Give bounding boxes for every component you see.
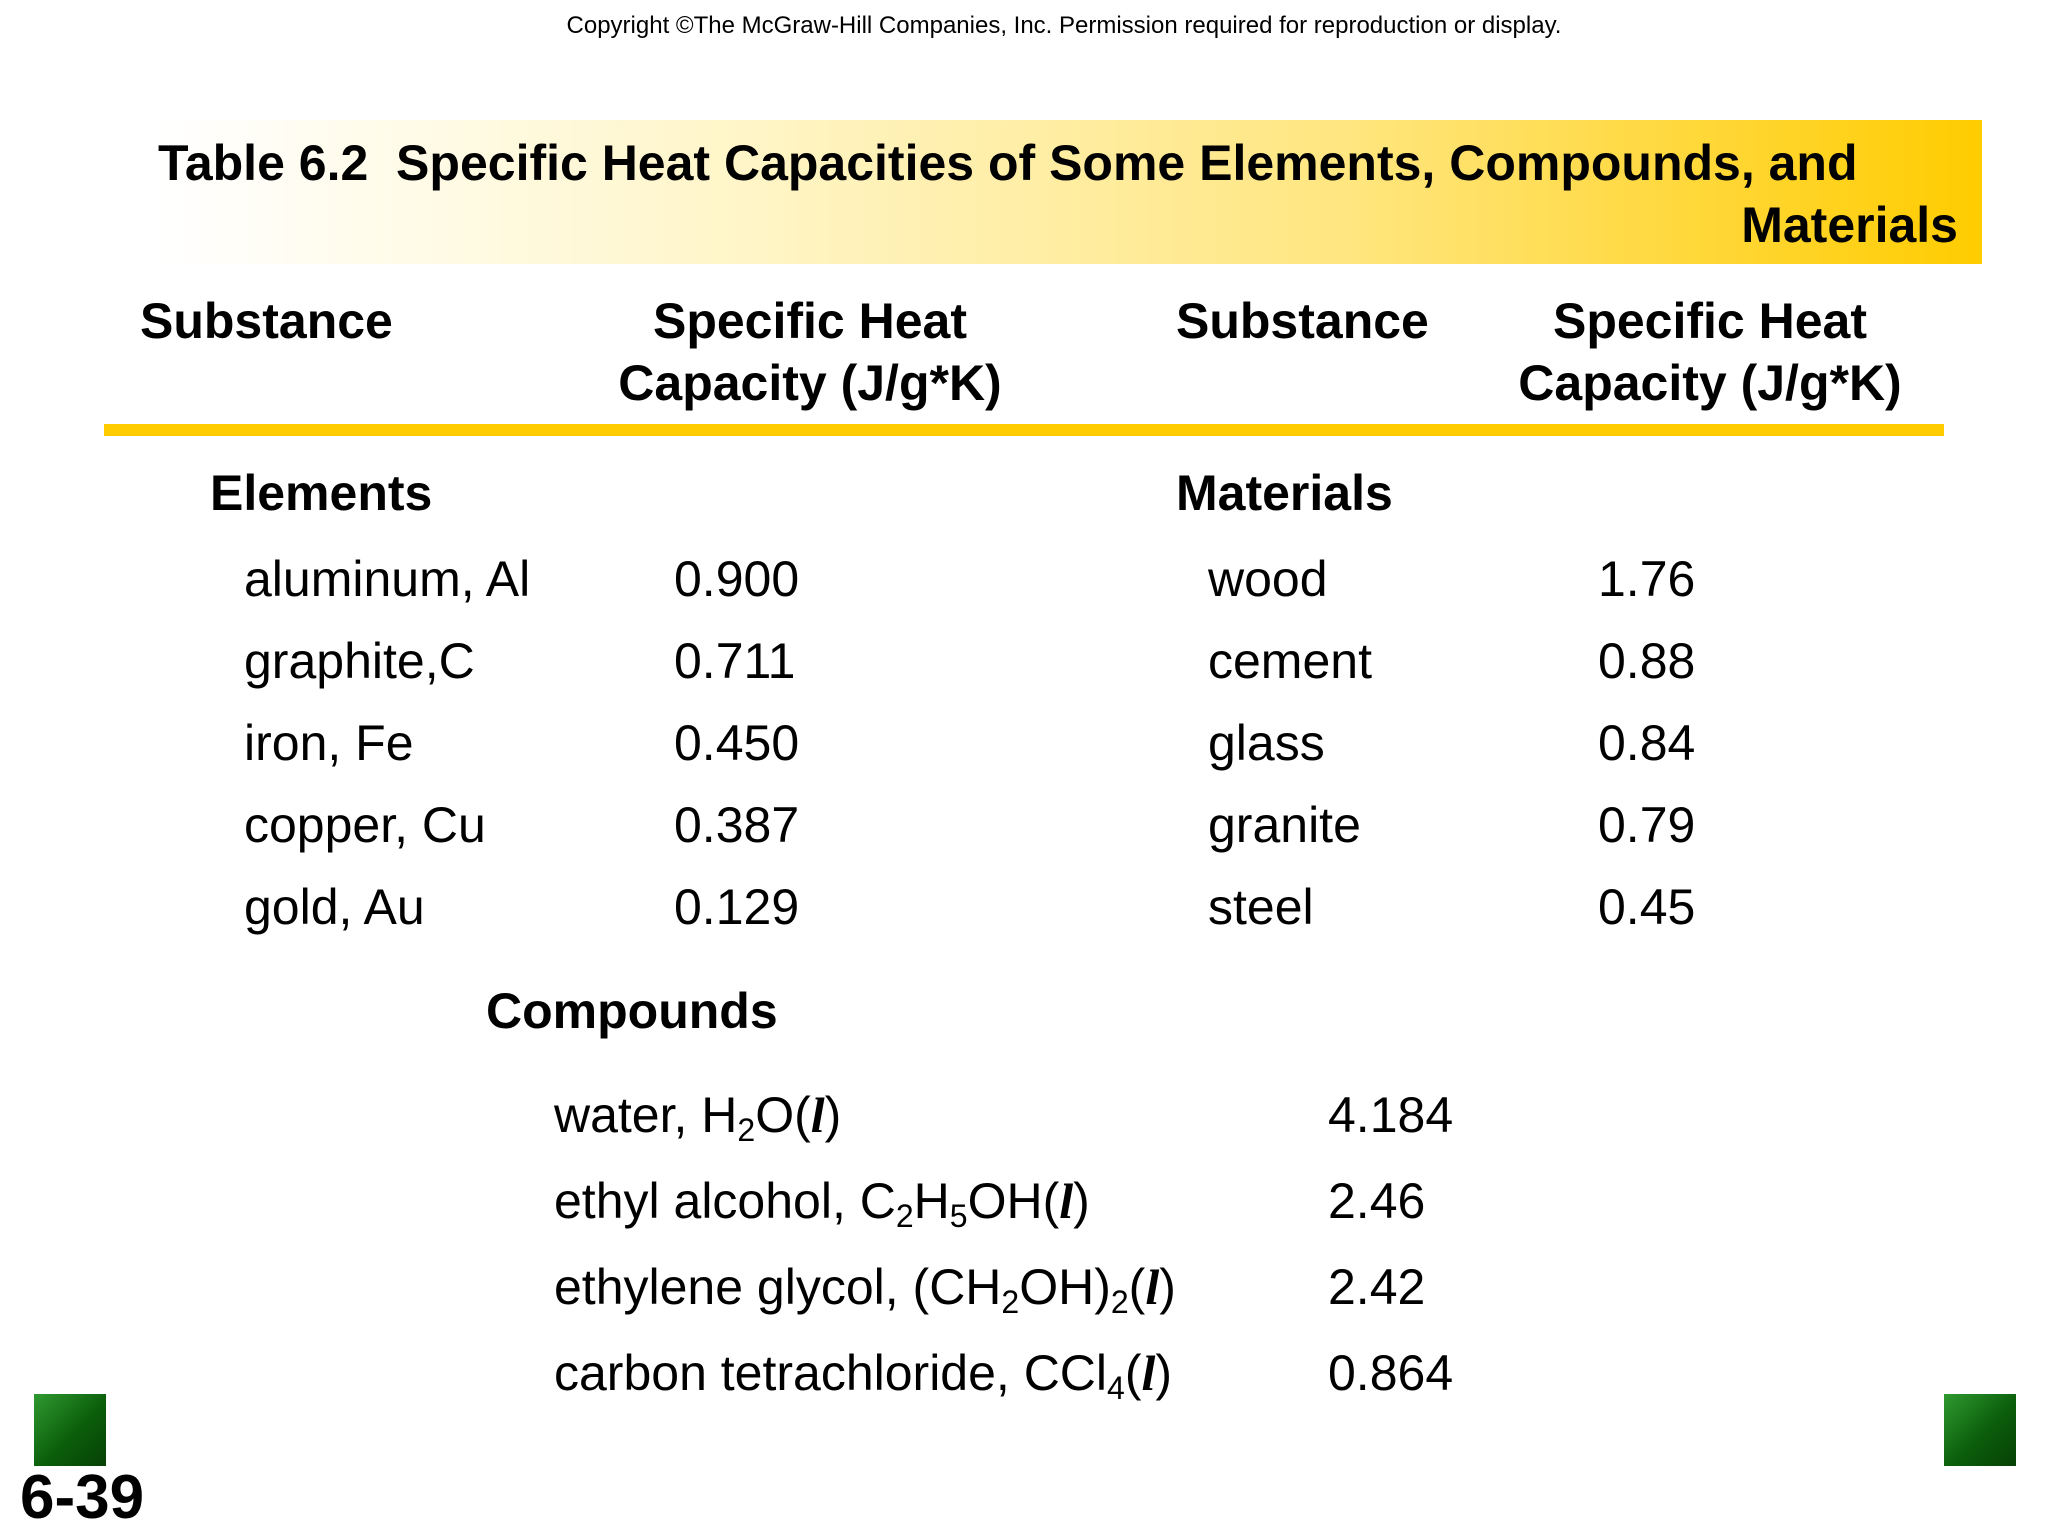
material-name: wood bbox=[1208, 551, 1328, 607]
compound-name-text: ethylene glycol, (CH bbox=[554, 1259, 1002, 1315]
element-value: 0.387 bbox=[674, 797, 800, 853]
material-value: 0.88 bbox=[1598, 633, 1696, 689]
material-name: steel bbox=[1208, 879, 1314, 935]
subscript: 4 bbox=[1107, 1370, 1125, 1406]
element-name: aluminum, Al bbox=[244, 551, 531, 607]
header-substance-left: Substance bbox=[140, 293, 393, 349]
compound-name-text: O( bbox=[755, 1087, 811, 1143]
liquid-state-symbol: l bbox=[1145, 1259, 1160, 1315]
element-value: 0.711 bbox=[674, 633, 796, 689]
material-value: 0.79 bbox=[1598, 797, 1696, 853]
element-name: graphite,C bbox=[244, 633, 475, 689]
material-value: 0.45 bbox=[1598, 879, 1696, 935]
compound-value: 4.184 bbox=[1328, 1087, 1454, 1143]
slide-number: 6-39 bbox=[20, 1463, 145, 1532]
compound-name bbox=[554, 1258, 1176, 1320]
header-rule bbox=[104, 424, 1944, 436]
compound-name bbox=[554, 1086, 842, 1148]
liquid-state-symbol: l bbox=[1059, 1173, 1074, 1229]
subscript: 2 bbox=[1110, 1284, 1129, 1320]
compound-name-text: ) bbox=[1155, 1345, 1173, 1401]
element-name: gold, Au bbox=[244, 879, 425, 935]
subscript: 5 bbox=[949, 1198, 968, 1234]
compound-name-text: ( bbox=[1128, 1259, 1146, 1315]
table-title-line2: Materials bbox=[1741, 197, 1958, 253]
compound-name-text: OH) bbox=[1019, 1259, 1111, 1315]
compound-name-text: carbon tetrachloride, CCl bbox=[554, 1345, 1108, 1401]
element-value: 0.450 bbox=[674, 715, 800, 771]
section-heading-elements: Elements bbox=[210, 465, 433, 521]
subscript: 2 bbox=[737, 1112, 756, 1148]
table-title-line1: Table 6.2 Specific Heat Capacities of Some Elements, Compounds, and bbox=[158, 135, 1858, 191]
compound-value: 2.42 bbox=[1328, 1259, 1426, 1315]
compound-name-text: water, H bbox=[554, 1087, 738, 1143]
header-substance-right: Substance bbox=[1176, 293, 1429, 349]
section-heading-materials: Materials bbox=[1176, 465, 1393, 521]
corner-square-right bbox=[1944, 1394, 2016, 1466]
compound-name bbox=[554, 1172, 1090, 1234]
header-capacity-right-line2: Capacity (J/g*K) bbox=[1518, 355, 1902, 411]
corner-square-left bbox=[34, 1394, 106, 1466]
compound-name bbox=[554, 1344, 1173, 1406]
header-capacity-right-line1: Specific Heat bbox=[1552, 293, 1867, 349]
compound-name-text: OH( bbox=[967, 1173, 1060, 1229]
compound-name-text: ) bbox=[1159, 1259, 1176, 1315]
element-value: 0.129 bbox=[674, 879, 800, 935]
compound-value: 2.46 bbox=[1328, 1173, 1426, 1229]
element-value: 0.900 bbox=[674, 551, 800, 607]
liquid-state-symbol: l bbox=[1141, 1345, 1156, 1401]
material-name: granite bbox=[1208, 797, 1361, 853]
compound-name-text: ( bbox=[1124, 1345, 1142, 1401]
element-name: iron, Fe bbox=[244, 715, 414, 771]
material-value: 0.84 bbox=[1598, 715, 1696, 771]
header-capacity-left bbox=[580, 290, 1040, 414]
header-capacity-left-line1: Specific Heat bbox=[652, 293, 967, 349]
liquid-state-symbol: l bbox=[810, 1087, 825, 1143]
material-value: 1.76 bbox=[1598, 551, 1696, 607]
compound-name-text: ) bbox=[824, 1087, 842, 1143]
compound-value: 0.864 bbox=[1328, 1345, 1454, 1401]
header-capacity-right bbox=[1480, 290, 1940, 414]
subscript: 2 bbox=[1001, 1284, 1020, 1320]
header-capacity-left-line2: Capacity (J/g*K) bbox=[618, 355, 1002, 411]
section-heading-compounds: Compounds bbox=[486, 983, 778, 1039]
compound-name-text: H bbox=[913, 1173, 950, 1229]
material-name: glass bbox=[1208, 715, 1325, 771]
material-name: cement bbox=[1208, 633, 1372, 689]
compound-name-text: ethyl alcohol, C bbox=[554, 1173, 896, 1229]
compound-name-text: ) bbox=[1073, 1173, 1090, 1229]
element-name: copper, Cu bbox=[244, 797, 486, 853]
subscript: 2 bbox=[895, 1198, 914, 1234]
copyright-notice: Copyright ©The McGraw-Hill Companies, Inc. Permission required for reproduction or display. bbox=[566, 12, 1562, 39]
